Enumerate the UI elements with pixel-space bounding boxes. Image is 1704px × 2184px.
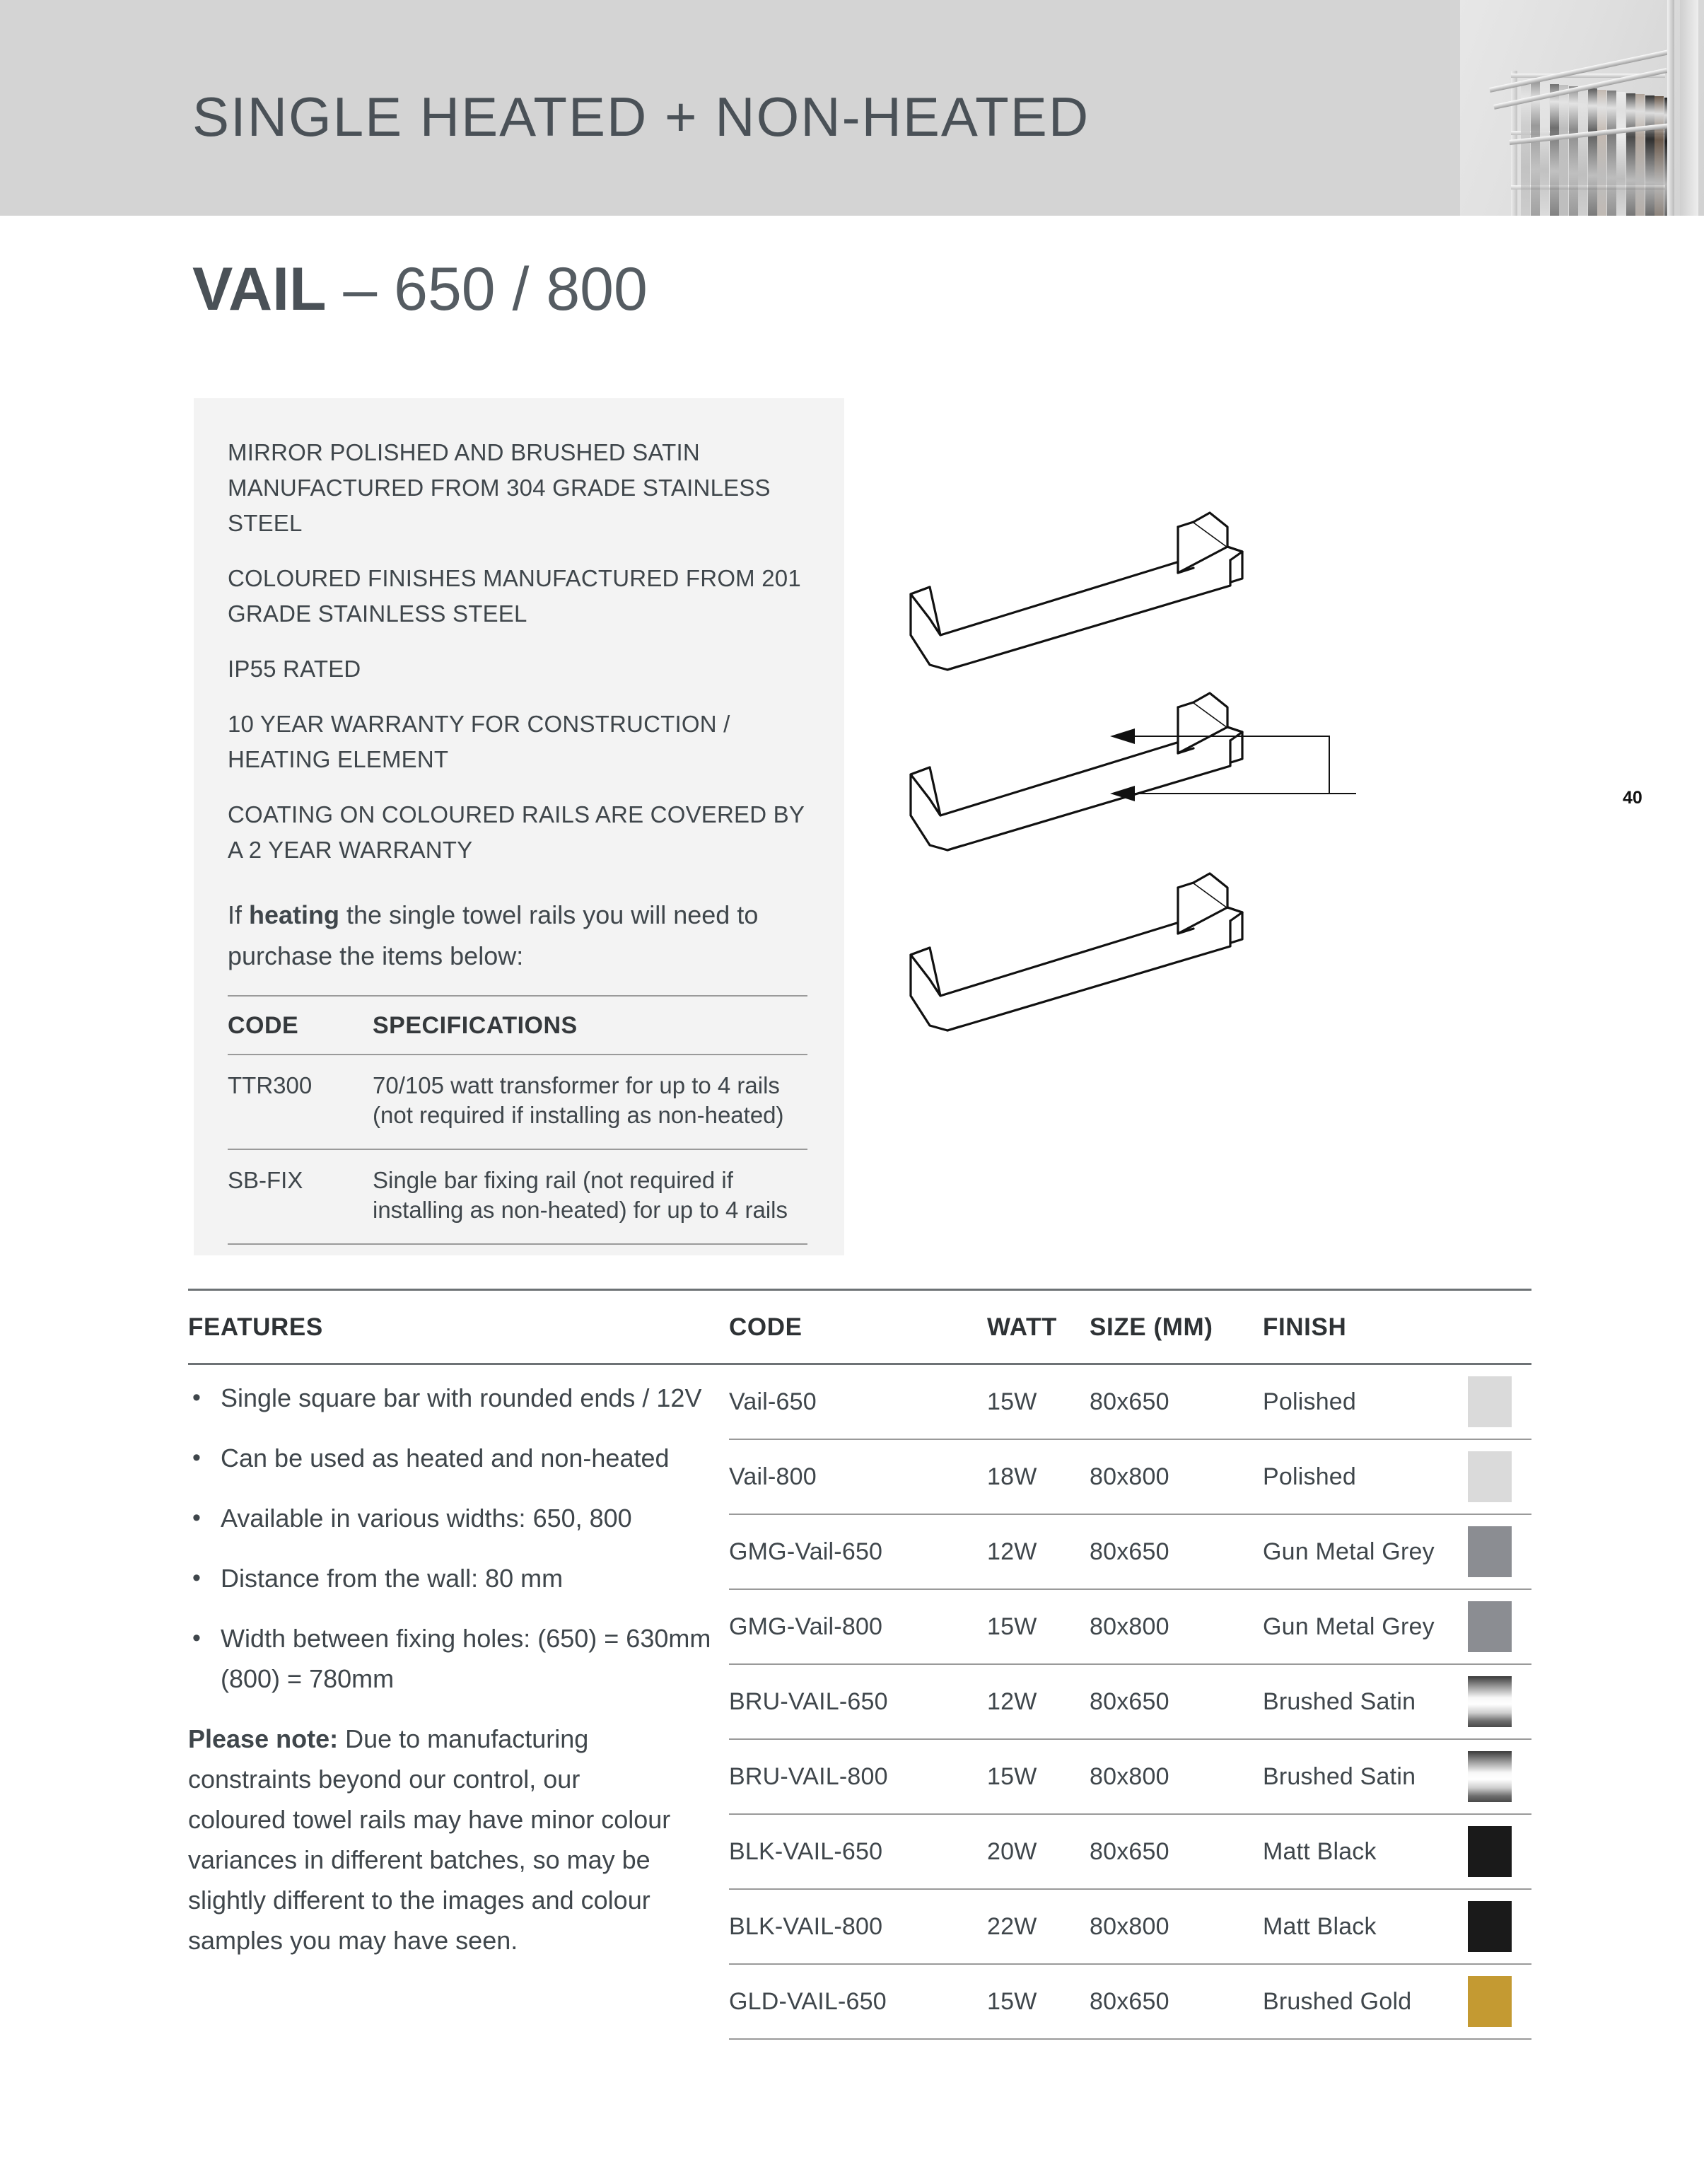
product-rows-column	[729, 1365, 1531, 2040]
cell-swatch	[1468, 1451, 1531, 1502]
cell-finish: Brushed Satin	[1263, 1688, 1416, 1715]
finish-swatch	[1468, 1601, 1512, 1652]
finish-swatch	[1468, 1451, 1512, 1502]
cell-watt: 15W	[987, 1613, 1037, 1640]
header-finish: FINISH	[1263, 1313, 1347, 1341]
please-note-text: Due to manufacturing constraints beyond our control, our coloured towel rails may have minor colour variances in different batches, so may be slightly different to the images and colour samples you may have seen.	[188, 1724, 671, 1955]
feature-item-wall-distance: • Distance from the wall: 80 mm	[188, 1558, 716, 1598]
photo-towel-strip	[1540, 83, 1549, 216]
product-sizes: – 650 / 800	[343, 255, 648, 323]
photo-towel-strip	[1559, 85, 1568, 216]
rail-drawing-bottom	[911, 873, 1242, 1030]
cell-size: 80x800	[1090, 1463, 1169, 1490]
header-product-photo	[1460, 0, 1704, 216]
heating-note-suffix: the single towel rails you will need to purchase the items below:	[228, 900, 759, 970]
cell-finish: Polished	[1263, 1463, 1357, 1490]
info-line-warranty-10yr: 10 YEAR WARRANTY FOR CONSTRUCTION / HEATING ELEMENT	[228, 711, 730, 772]
header-size-mm: SIZE (MM)	[1090, 1313, 1213, 1341]
cell-code: GMG-Vail-800	[729, 1613, 883, 1640]
finish-swatch	[1468, 1826, 1512, 1877]
spec-code-sbfix: SB-FIX	[228, 1167, 303, 1193]
photo-door-frame-outer	[1680, 0, 1698, 216]
header-code: CODE	[729, 1313, 803, 1341]
product-title	[192, 255, 648, 325]
cell-watt: 20W	[987, 1837, 1037, 1865]
spec-code-ttr300: TTR300	[228, 1072, 313, 1098]
photo-door-frame-inner	[1667, 0, 1674, 216]
please-note-label: Please note:	[188, 1724, 339, 1753]
cell-watt: 15W	[987, 1388, 1037, 1415]
cell-size: 80x800	[1090, 1613, 1169, 1640]
cell-code: BLK-VAIL-650	[729, 1837, 883, 1865]
table-row[interactable]	[729, 1815, 1531, 1888]
cell-swatch	[1468, 1826, 1531, 1877]
cell-watt: 12W	[987, 1688, 1037, 1715]
cell-swatch	[1468, 1676, 1531, 1727]
page-title: SINGLE HEATED + NON-HEATED	[192, 86, 1090, 148]
finish-swatch	[1468, 1976, 1512, 2027]
cell-finish: Matt Black	[1263, 1837, 1377, 1865]
specification-info-panel	[194, 398, 844, 1255]
table-row[interactable]	[729, 1890, 1531, 1963]
feature-item-bar-type: • Single square bar with rounded ends / 12V	[188, 1378, 716, 1418]
info-line-warranty-coating: COATING ON COLOURED RAILS ARE COVERED BY A 2 YEAR WARRANTY	[228, 801, 805, 863]
cell-size: 80x650	[1090, 1388, 1169, 1415]
header-features: FEATURES	[188, 1313, 323, 1341]
please-note-paragraph	[188, 1719, 683, 1961]
features-column	[188, 1365, 729, 2040]
dimension-label-40: 40	[1623, 788, 1642, 808]
cell-code: BRU-VAIL-800	[729, 1762, 888, 1790]
photo-towel-strip	[1655, 96, 1664, 216]
table-row[interactable]	[729, 1965, 1531, 2038]
spec-row-ttr300	[228, 1055, 807, 1149]
table-row[interactable]	[729, 1665, 1531, 1738]
spec-table-header-row	[228, 997, 807, 1054]
feature-item-widths: • Available in various widths: 650, 800	[188, 1498, 716, 1538]
cell-size: 80x650	[1090, 1688, 1169, 1715]
cell-swatch	[1468, 1751, 1531, 1802]
cell-watt: 18W	[987, 1463, 1037, 1490]
photo-towel-strip	[1635, 94, 1645, 216]
finish-swatch	[1468, 1901, 1512, 1952]
spec-row-sbfix	[228, 1150, 807, 1243]
cell-finish: Gun Metal Grey	[1263, 1538, 1435, 1565]
cell-swatch	[1468, 1901, 1531, 1952]
cell-code: Vail-650	[729, 1388, 817, 1415]
heating-note-prefix: If	[228, 900, 250, 929]
finish-swatch	[1468, 1751, 1512, 1802]
header-watt: WATT	[987, 1313, 1057, 1341]
photo-towel-strip	[1531, 82, 1540, 216]
info-line-ip-rating: IP55 RATED	[228, 656, 361, 682]
photo-towel-strip	[1597, 90, 1606, 216]
heating-note-emphasis: heating	[249, 900, 340, 929]
cell-code: BRU-VAIL-650	[729, 1688, 888, 1715]
spec-header-specifications: SPECIFICATIONS	[373, 1012, 578, 1039]
cell-code: GMG-Vail-650	[729, 1538, 883, 1565]
main-table-body	[188, 1365, 1531, 2040]
accessories-spec-table	[228, 995, 807, 1245]
finish-swatch	[1468, 1376, 1512, 1427]
cell-size: 80x650	[1090, 1538, 1169, 1565]
cell-watt: 22W	[987, 1912, 1037, 1940]
spec-table-bottom-rule	[228, 1243, 807, 1245]
cell-swatch	[1468, 1376, 1531, 1427]
cell-code: BLK-VAIL-800	[729, 1912, 883, 1940]
photo-towel-strip	[1645, 95, 1655, 216]
cell-size: 80x650	[1090, 1837, 1169, 1865]
finish-swatch	[1468, 1526, 1512, 1577]
photo-towel-strip	[1607, 91, 1616, 216]
cell-code: Vail-800	[729, 1463, 817, 1490]
photo-towel-strip	[1616, 92, 1626, 216]
cell-swatch	[1468, 1601, 1531, 1652]
table-row[interactable]	[729, 1740, 1531, 1813]
cell-watt: 15W	[987, 1987, 1037, 2015]
main-table-header-row	[188, 1291, 1531, 1363]
table-row[interactable]	[729, 1440, 1531, 1514]
cell-finish: Gun Metal Grey	[1263, 1613, 1435, 1640]
info-line-material-201: COLOURED FINISHES MANUFACTURED FROM 201 GRADE STAINLESS STEEL	[228, 565, 801, 627]
cell-finish: Brushed Satin	[1263, 1762, 1416, 1790]
photo-towel-strip	[1626, 93, 1635, 216]
product-line-drawings	[898, 495, 1683, 1082]
feature-item-heated-nonheated: • Can be used as heated and non-heated	[188, 1438, 716, 1478]
spec-header-code: CODE	[228, 1012, 299, 1039]
features-and-products-section	[188, 1289, 1531, 2040]
rail-drawing-middle	[911, 693, 1242, 850]
spec-text-sbfix: Single bar fixing rail (not required if installing as non-heated) for up to 4 rails	[373, 1167, 788, 1223]
photo-towel-strip	[1588, 88, 1597, 216]
cell-code: GLD-VAIL-650	[729, 1987, 887, 2015]
spec-text-ttr300: 70/105 watt transformer for up to 4 rails (not required if installing as non-heated)	[373, 1072, 784, 1128]
heating-purchase-note	[228, 895, 786, 977]
features-list	[188, 1378, 729, 1699]
cell-finish: Matt Black	[1263, 1912, 1377, 1940]
photo-towel-strip	[1578, 88, 1587, 216]
rail-drawing-top	[911, 513, 1242, 670]
cell-size: 80x650	[1090, 1987, 1169, 2015]
info-line-material-304: MIRROR POLISHED AND BRUSHED SATIN MANUFACTURED FROM 304 GRADE STAINLESS STEEL	[228, 439, 771, 536]
cell-watt: 15W	[987, 1762, 1037, 1790]
towel-rail-isometric-drawings	[898, 495, 1683, 1082]
photo-towel-strip	[1569, 86, 1578, 216]
cell-finish: Brushed Gold	[1263, 1987, 1412, 2015]
table-row[interactable]	[729, 1590, 1531, 1663]
cell-watt: 12W	[987, 1538, 1037, 1565]
cell-finish: Polished	[1263, 1388, 1357, 1415]
cell-size: 80x800	[1090, 1762, 1169, 1790]
photo-towel-strip	[1550, 84, 1559, 216]
feature-item-fixing-holes: • Width between fixing holes: (650) = 630mm (800) = 780mm	[188, 1618, 716, 1699]
page-header-band	[0, 0, 1704, 216]
cell-size: 80x800	[1090, 1912, 1169, 1940]
table-row[interactable]	[729, 1365, 1531, 1439]
main-table-bottom-rule	[729, 2038, 1531, 2040]
cell-swatch	[1468, 1526, 1531, 1577]
product-name: VAIL	[192, 255, 327, 323]
cell-swatch	[1468, 1976, 1531, 2027]
finish-swatch	[1468, 1676, 1512, 1727]
table-row[interactable]	[729, 1515, 1531, 1588]
